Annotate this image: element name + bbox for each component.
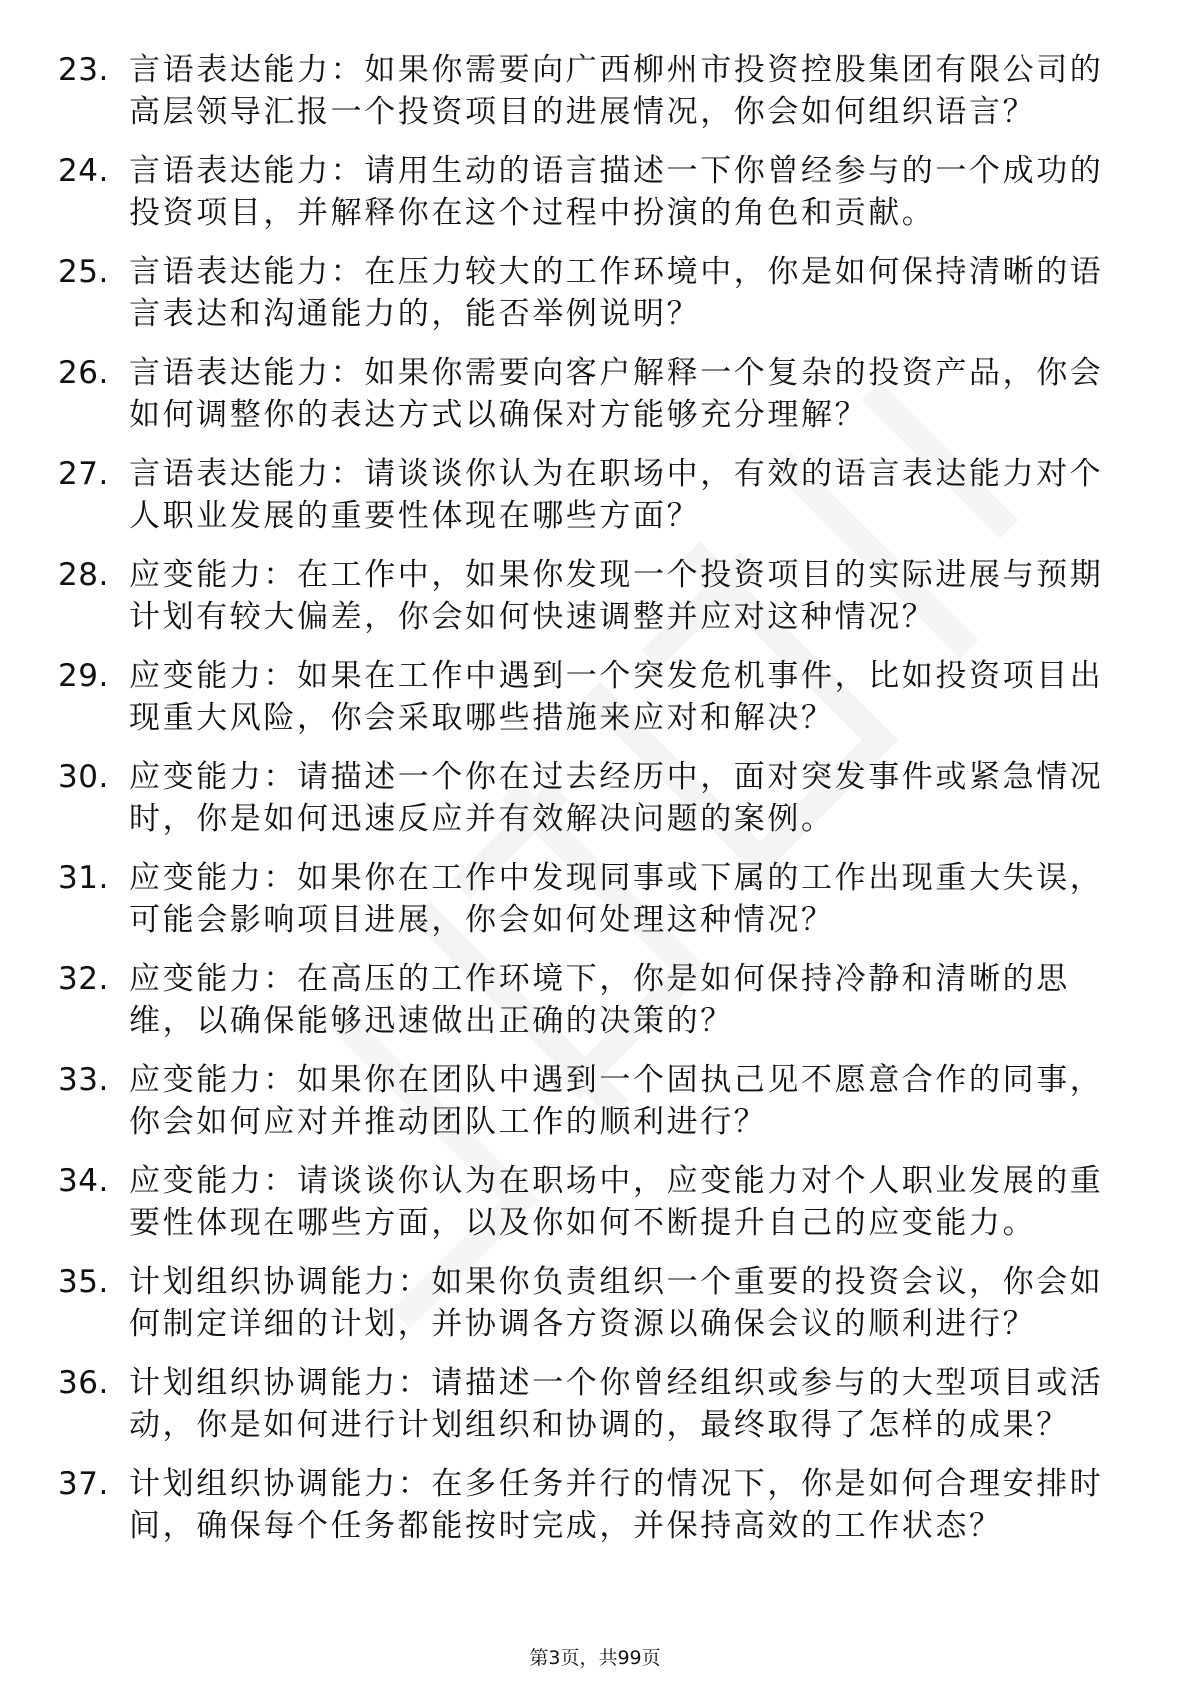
question-item: [58, 1362, 1108, 1446]
question-text: 应变能力：如果在工作中遇到一个突发危机事件，比如投资项目出现重大风险，你会采取哪些措施来应对和解决？: [129, 658, 1104, 736]
question-list: [58, 49, 1108, 1564]
question-item: [58, 251, 1108, 335]
question-number: 28.: [58, 557, 109, 593]
question-text: 应变能力：请谈谈你认为在职场中，应变能力对个人职业发展的重要性体现在哪些方面，以及你如何不断提升自己的应变能力。: [129, 1163, 1104, 1241]
question-number: 35.: [58, 1264, 109, 1300]
question-text: 计划组织协调能力：请描述一个你曾经组织或参与的大型项目或活动，你是如何进行计划组织和协调的，最终取得了怎样的成果？: [129, 1365, 1104, 1443]
question-number: 29.: [58, 658, 109, 694]
question-text: 应变能力：在高压的工作环境下，你是如何保持冷静和清晰的思维，以确保能够迅速做出正确的决策的？: [129, 961, 1070, 1039]
question-text: 应变能力：如果你在工作中发现同事或下属的工作出现重大失误，可能会影响项目进展，你会如何处理这种情况？: [129, 860, 1104, 938]
question-item: [58, 1463, 1108, 1547]
question-item: [58, 1160, 1108, 1244]
question-number: 26.: [58, 355, 109, 391]
question-number: 34.: [58, 1163, 109, 1199]
question-item: [58, 1261, 1108, 1345]
question-number: 24.: [58, 153, 109, 189]
page-footer: 第3页，共99页: [529, 1647, 661, 1669]
question-text: 应变能力：如果你在团队中遇到一个固执己见不愿意合作的同事，你会如何应对并推动团队工作的顺利进行？: [129, 1062, 1104, 1140]
question-text: 应变能力：请描述一个你在过去经历中，面对突发事件或紧急情况时，你是如何迅速反应并有效解决问题的案例。: [129, 759, 1104, 837]
question-number: 23.: [58, 52, 109, 88]
question-number: 31.: [58, 860, 109, 896]
question-text: 计划组织协调能力：在多任务并行的情况下，你是如何合理安排时间，确保每个任务都能按时完成，并保持高效的工作状态？: [129, 1466, 1104, 1544]
question-item: [58, 1059, 1108, 1143]
question-item: [58, 958, 1108, 1042]
question-text: 言语表达能力：如果你需要向广西柳州市投资控股集团有限公司的高层领导汇报一个投资项目的进展情况，你会如何组织语言？: [129, 52, 1104, 130]
question-text: 言语表达能力：在压力较大的工作环境中，你是如何保持清晰的语言表达和沟通能力的，能否举例说明？: [129, 254, 1104, 332]
question-item: [58, 352, 1108, 436]
question-item: [58, 554, 1108, 638]
question-number: 36.: [58, 1365, 109, 1401]
question-item: [58, 655, 1108, 739]
question-item: [58, 453, 1108, 537]
question-number: 30.: [58, 759, 109, 795]
question-item: [58, 150, 1108, 234]
question-item: [58, 49, 1108, 133]
question-number: 32.: [58, 961, 109, 997]
question-item: [58, 857, 1108, 941]
question-item: [58, 756, 1108, 840]
question-text: 言语表达能力：如果你需要向客户解释一个复杂的投资产品，你会如何调整你的表达方式以确保对方能够充分理解？: [129, 355, 1104, 433]
question-text: 计划组织协调能力：如果你负责组织一个重要的投资会议，你会如何制定详细的计划，并协调各方资源以确保会议的顺利进行？: [129, 1264, 1104, 1342]
question-text: 言语表达能力：请用生动的语言描述一下你曾经参与的一个成功的投资项目，并解释你在这个过程中扮演的角色和贡献。: [129, 153, 1104, 231]
question-text: 应变能力：在工作中，如果你发现一个投资项目的实际进展与预期计划有较大偏差，你会如何快速调整并应对这种情况？: [129, 557, 1104, 635]
question-text: 言语表达能力：请谈谈你认为在职场中，有效的语言表达能力对个人职业发展的重要性体现在哪些方面？: [129, 456, 1104, 534]
question-number: 37.: [58, 1466, 109, 1502]
question-number: 27.: [58, 456, 109, 492]
question-number: 33.: [58, 1062, 109, 1098]
question-number: 25.: [58, 254, 109, 290]
